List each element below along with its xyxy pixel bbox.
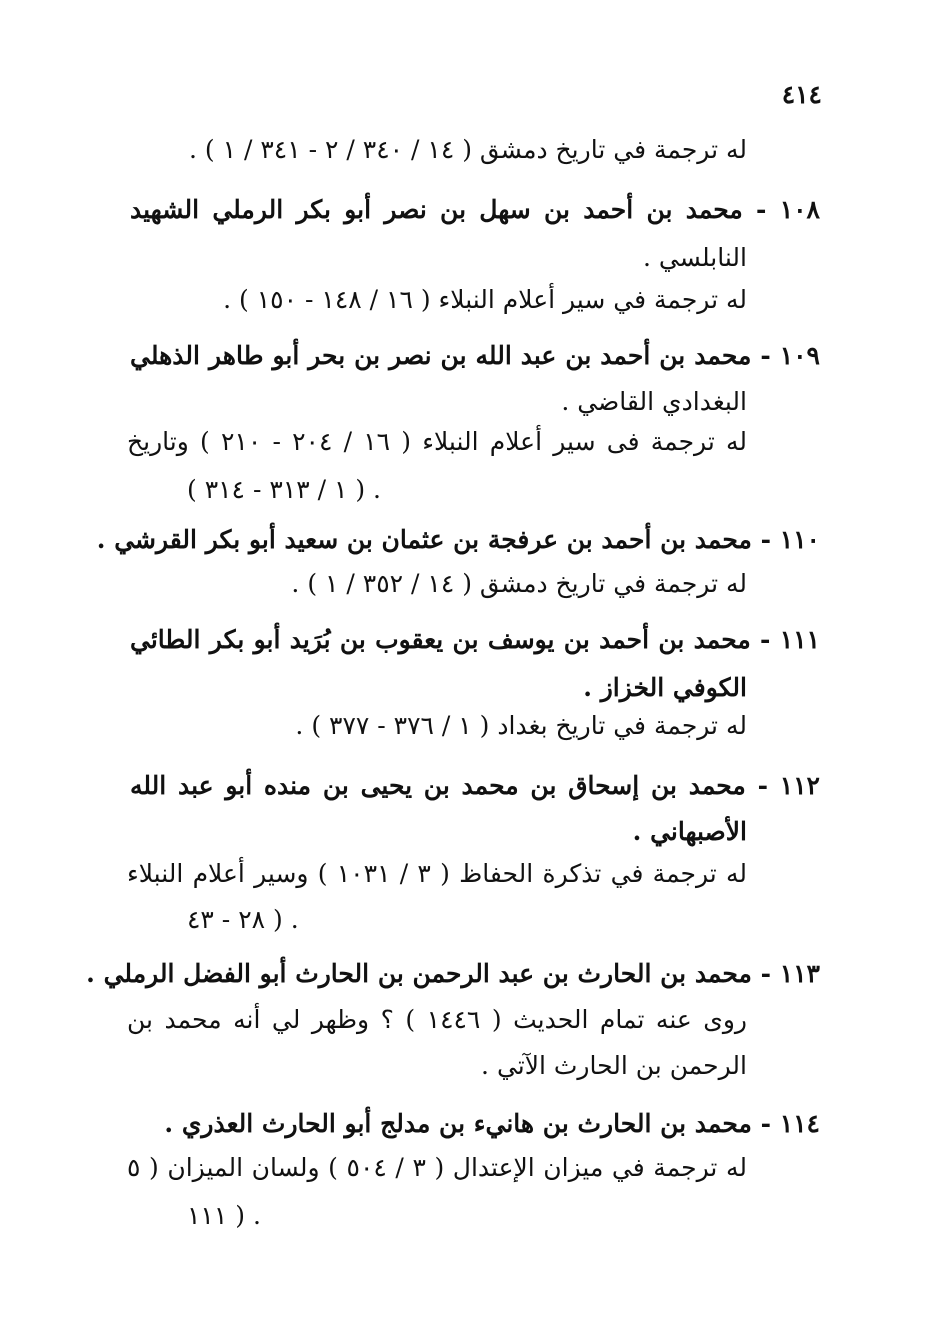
entry-113-heading: ١١٣ - محمد بن الحارث بن عبد الرحمن بن الحارث أبو الفضل الرملي . bbox=[86, 959, 820, 988]
entry-111-heading: ١١١ - محمد بن أحمد بن يوسف بن يعقوب بن بُرَيد أبو بكر الطائي bbox=[130, 625, 820, 654]
text-line: له ترجمة في تاريخ دمشق ( ١٤ / ٣٥٢ / ١ ) . bbox=[291, 569, 747, 598]
text-line: روى عنه تمام الحديث ( ١٤٤٦ ) ؟ وظهر لي أنه محمد بن bbox=[127, 1005, 747, 1034]
entry-114-heading: ١١٤ - محمد بن الحارث بن هانيء بن مدلج أبو الحارث العذري . bbox=[164, 1109, 820, 1138]
text-line: ١١١ ) . bbox=[187, 1201, 261, 1230]
page-number: ٤١٤ bbox=[781, 80, 822, 109]
text-line: له ترجمة في سير أعلام النبلاء ( ١٦ / ١٤٨ - ١٥٠ ) . bbox=[223, 285, 747, 314]
entry-109-heading: ١٠٩ - محمد بن أحمد بن عبد الله بن نصر بن بحر أبو طاهر الذهلي bbox=[130, 341, 820, 370]
text-line: البغدادي القاضي . bbox=[561, 387, 747, 416]
text-line: النابلسي . bbox=[643, 243, 747, 272]
entry-108-heading: ١٠٨ - محمد بن أحمد بن سهل بن نصر أبو بكر الرملي الشهيد bbox=[130, 195, 820, 224]
entry-112-heading: ١١٢ - محمد بن إسحاق بن محمد بن يحيى بن منده أبو عبد الله bbox=[130, 771, 820, 800]
text-line: له ترجمة في ميزان الإعتدال ( ٣ / ٥٠٤ ) ولسان الميزان ( ٥ bbox=[127, 1153, 747, 1182]
text-line: الرحمن بن الحارث الآتي . bbox=[481, 1051, 747, 1080]
text-line: له ترجمة في تاريخ بغداد ( ١ / ٣٧٦ - ٣٧٧ ) . bbox=[295, 711, 747, 740]
text-line: الكوفي الخزاز . bbox=[583, 673, 747, 702]
text-line: له ترجمة في تاريخ دمشق ( ١٤ / ٣٤٠ / ٢ - ٣٤١ / ١ ) . bbox=[189, 135, 747, 164]
text-line: الأصبهاني . bbox=[632, 817, 747, 846]
text-line: له ترجمة فى سير أعلام النبلاء ( ١٦ / ٢٠٤ - ٢١٠ ) وتاريخ bbox=[127, 427, 747, 456]
entry-110-heading: ١١٠ - محمد بن أحمد بن عرفجة بن عثمان بن سعيد أبو بكر القرشي . bbox=[96, 525, 820, 554]
text-line: ( ١ / ٣١٣ - ٣١٤ ) . bbox=[187, 475, 381, 504]
text-line: ٢٨ - ٤٣ ) . bbox=[187, 905, 299, 934]
text-line: له ترجمة في تذكرة الحفاظ ( ٣ / ١٠٣١ ) وسير أعلام النبلاء bbox=[127, 859, 747, 888]
